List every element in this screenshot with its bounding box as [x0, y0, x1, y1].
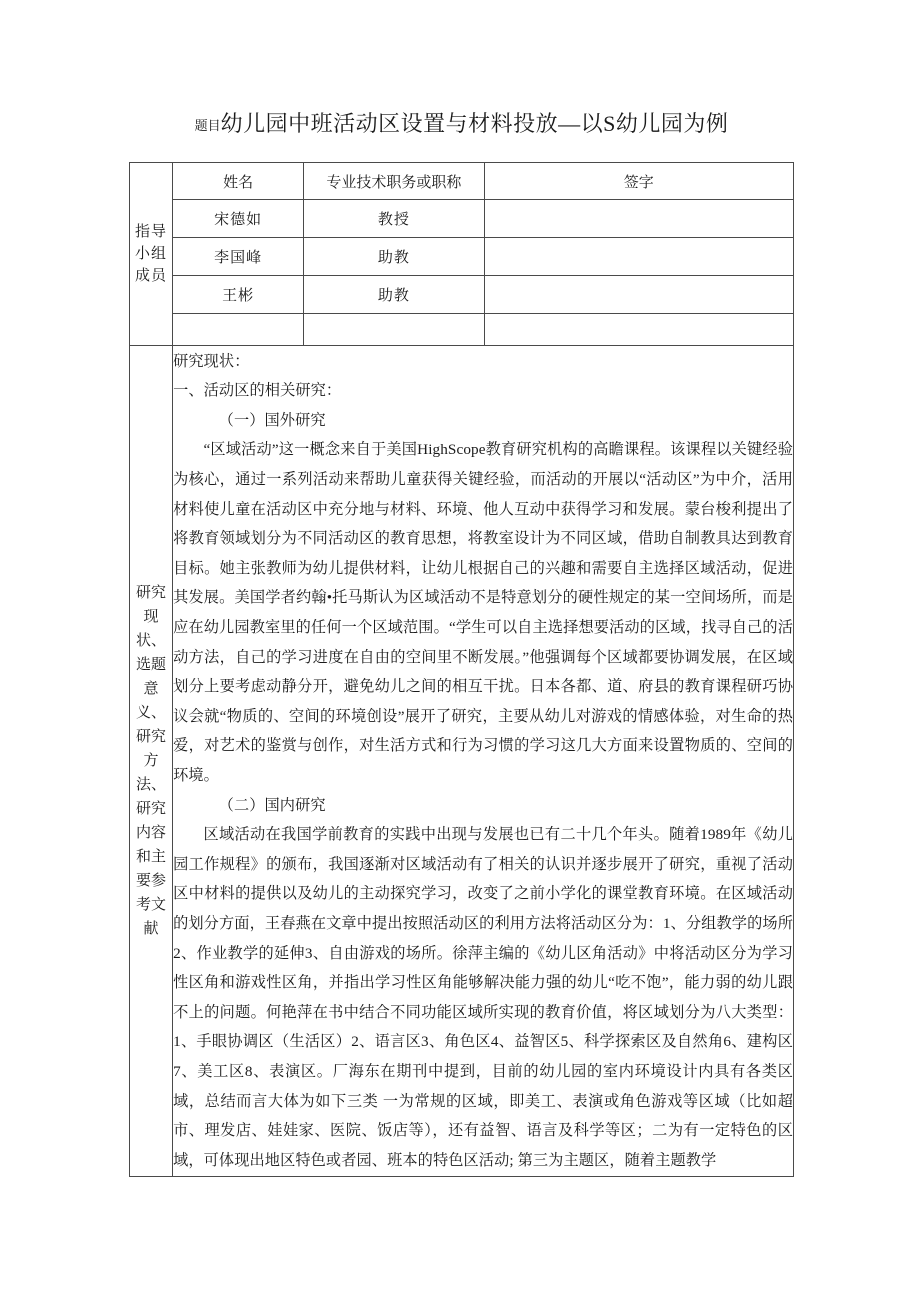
table-row	[130, 200, 794, 238]
member-signature-4[interactable]	[484, 314, 793, 346]
member-rank-3: 助教	[304, 276, 484, 314]
table-row	[130, 276, 794, 314]
member-name-1: 宋德如	[173, 200, 304, 238]
member-signature-1[interactable]	[484, 200, 793, 238]
body-paragraph: （二）国内研究	[218, 796, 326, 814]
column-header-name: 姓名	[173, 163, 304, 200]
title-label: 题目	[194, 118, 221, 133]
column-header-signature: 签字	[484, 163, 793, 200]
members-block-label-cell	[130, 163, 173, 346]
content-body-cell[interactable]	[173, 346, 794, 1177]
table-row	[130, 163, 794, 200]
body-paragraph: “区域活动”这一概念来自于美国HighScope教育研究机构的高瞻课程。该课程以关键经验为核心，通过一系列活动来帮助儿童获得关键经验，而活动的开展以“活动区”为中介，活用材料使儿童在活动区中充分地与材料、环境、他人互动中获得学习和发展。蒙台梭利提出了将教育领域划分为不同活动区的教育思想，将教室设计为不同区域，借助自制教具达到教育目标。她主张教师为幼儿提供材料，让幼儿根据自己的兴趣和需要自主选择区域活动，促进其发展。美国学者约翰•托马斯认为区域活动不是特意划分的硬性规定的某一空间场所，而是应在幼儿园教室里的任何一个区域范围。“学生可以自主选择想要活动的区域，找寻自己的活动方法，自己的学习进度在自由的空间里不断发展。”他强调每个区域都要协调发展，在区域划分上要考虑动静分开，避免幼儿之间的相互干扰。日本各都、道、府县的教育课程研巧协议会就“物质的、空间的环境创设”展开了研究，主要从幼儿对游戏的情感体验，对生命的热爱，对艺术的鉴赏与创作，对生活方式和行为习惯的学习这几大方面来设置物质的、空间的环境。	[173, 441, 793, 784]
members-block-label: 指导小组成员	[135, 224, 168, 284]
member-rank-1: 教授	[304, 200, 484, 238]
page-title	[129, 108, 794, 142]
body-paragraph: 研究现状：	[173, 352, 250, 370]
body-paragraph: 区域活动在我国学前教育的实践中出现与发展也已有二十几个年头。随着1989年《幼儿园工作规程》的颁布，我国逐渐对区域活动有了相关的认识并逐步展开了研究，重视了活动区中材料的提供以及幼儿的主动探究学习，改变了之前小学化的课堂教育环境。在区域活动的划分方面，王春燕在文章中提出按照活动区的利用方法将活动区分为：1、分组教学的场所2、作业教学的延伸3、自由游戏的场所。徐萍主编的《幼儿区角活动》中将活动区分为学习性区角和游戏性区角，并指出学习性区角能够解决能力强的幼儿“吃不饱”，能力弱的幼儿跟不上的问题。何艳萍在书中结合不同功能区域所实现的教育价值，将区域划分为八大类型：1、手眼协调区（生活区）2、语言区3、角色区4、益智区5、科学探索区及自然角6、建构区7、美工区8、表演区。厂海东在期刊中提到，目前的幼儿园的室内环境设计内具有各类区域，总结而言大体为如下三类 一为常规的区域，即美工、表演或角色游戏等区域（比如超市、理发店、娃娃家、医院、饭店等），还有益智、语言及科学等区；二为有一定特色的区域，可体现出地区特色或者园、班本的特色区活动; 第三为主题区，随着主题教学	[173, 826, 793, 1169]
title-text: 幼儿园中班活动区设置与材料投放—以S幼儿园为例	[220, 111, 729, 136]
member-signature-3[interactable]	[484, 276, 793, 314]
member-name-4[interactable]	[173, 314, 304, 346]
column-header-rank: 专业技术职务或职称	[304, 163, 484, 200]
body-paragraph: 一、活动区的相关研究：	[173, 382, 342, 400]
table-row	[130, 238, 794, 276]
table-row	[130, 346, 794, 1177]
content-side-label-cell	[130, 346, 173, 1177]
member-name-3: 王彬	[173, 276, 304, 314]
table-row	[130, 314, 794, 346]
member-rank-2: 助教	[304, 238, 484, 276]
research-status-text	[173, 347, 793, 1176]
body-paragraph: （一）国外研究	[218, 411, 326, 429]
member-rank-4[interactable]	[304, 314, 484, 346]
member-signature-2[interactable]	[484, 238, 793, 276]
member-name-2: 李国峰	[173, 238, 304, 276]
proposal-form-table	[129, 162, 794, 1177]
content-side-label: 研究现状、选题意义、研究方法、研究内容和主要参考文献	[136, 585, 167, 937]
